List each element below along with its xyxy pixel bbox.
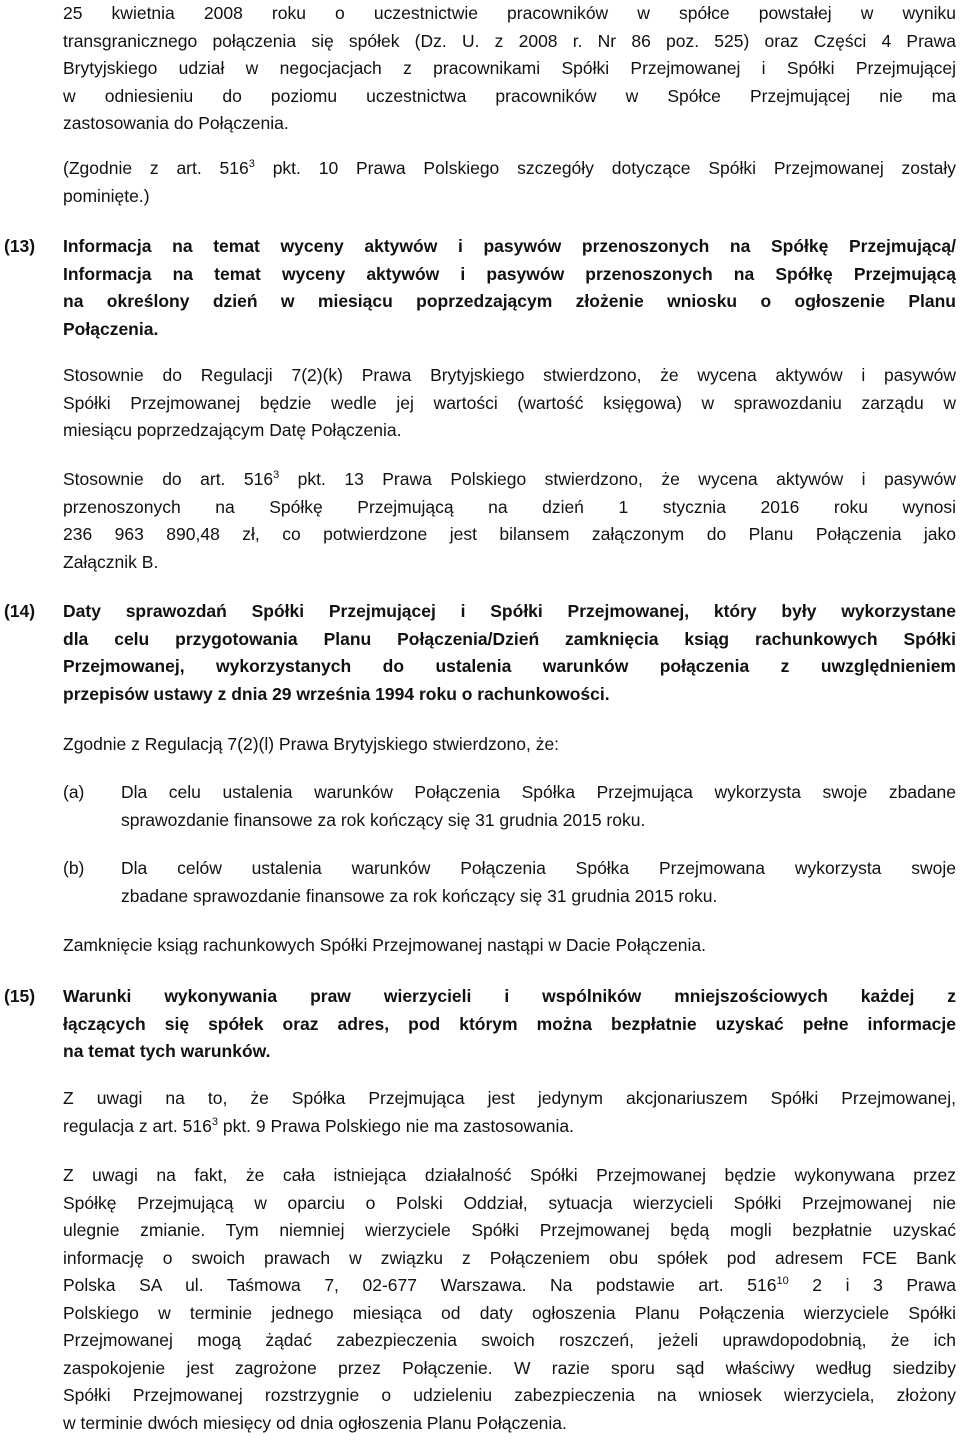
superscript: 3 [248, 158, 255, 171]
text-span: 2 i 3 Prawa [788, 1275, 956, 1295]
heading-line: Informacja na temat wyceny aktywów i pasywów przenoszonych na Spółkę Przejmującą [63, 263, 956, 284]
paragraph [63, 932, 956, 960]
section-heading [63, 233, 956, 343]
heading-line: Daty sprawozdań Spółki Przejmującej i Spółki Przejmowanej, który były wykorzystane [63, 601, 956, 621]
paragraph [63, 731, 956, 759]
text-line: sprawozdanie finansowe za rok kończący się 31 grudnia 2015 roku. [121, 809, 646, 830]
text-line: Stosownie do Regulacji 7(2)(k) Prawa Brytyjskiego stwierdzono, że wycena aktywów i pasywów [63, 365, 956, 385]
heading-line: na określony dzień w miesiącu poprzedzającym złożenie wniosku o ogłoszenie Planu [63, 291, 956, 311]
text-line: Załącznik B. [63, 551, 159, 572]
text-line: w odniesieniu do poziomu uczestnictwa pracowników w Spółce Przejmującej nie ma [63, 85, 956, 106]
text-line: Z uwagi na to, że Spółka Przejmująca jest jedynym akcjonariuszem Spółki Przejmowanej, [63, 1088, 956, 1108]
text-line: 236 963 890,48 zł, co potwierdzone jest bilansem załączonym do Planu Połączenia jako [63, 524, 956, 544]
note-text: pkt. 10 Prawa Polskiego szczegóły dotyczące Spółki Przejmowanej zostały [254, 158, 957, 178]
superscript: 3 [211, 1115, 218, 1128]
text-span: pkt. 9 Prawa Polskiego nie ma zastosowania. [217, 1115, 574, 1136]
text-line: zbadane sprawozdanie finansowe za rok kończący się 31 grudnia 2015 roku. [121, 885, 718, 906]
paragraph [63, 466, 956, 576]
text-line: miesiącu poprzedzającym Datę Połączenia. [63, 420, 402, 440]
text-line: Polskiego w terminie jednego miesiąca od daty ogłoszenia Planu Połączenia wierzyciele Spółki [63, 1302, 956, 1323]
superscript: 3 [273, 469, 280, 482]
section-heading [63, 983, 956, 1066]
paragraph [63, 1162, 956, 1437]
note-text: (Zgodnie z art. 516 [63, 158, 249, 178]
text-line: zastosowania do Połączenia. [63, 113, 289, 133]
section-number: (15) [4, 986, 36, 1006]
text-line: transgranicznego połączenia się spółek (Dz. U. z 2008 r. Nr 86 poz. 525) oraz Części 4 Prawa [63, 30, 956, 51]
text-line: Zgodnie z Regulacją 7(2)(l) Prawa Brytyjskiego stwierdzono, że: [63, 734, 560, 754]
paragraph [63, 1085, 956, 1140]
text-span: Polska SA ul. Taśmowa 7, 02-677 Warszawa. Na podstawie art. 516 [63, 1275, 777, 1295]
list-item [121, 855, 956, 910]
text-line: zaspokojenie jest zagrożone przez Połączenie. W razie sporu sąd właściwy według siedziby [63, 1357, 956, 1378]
section-number: (14) [4, 601, 36, 621]
intro-paragraph [63, 0, 956, 138]
text-line: 25 kwietnia 2008 roku o uczestnictwie pracowników w spółce powstałej w wyniku [63, 3, 956, 23]
text-span: regulacja z art. 516 [63, 1115, 212, 1136]
text-line: Dla celów ustalenia warunków Połączenia Spółka Przejmowana wykorzysta swoje [121, 858, 956, 878]
heading-line: na temat tych warunków. [63, 1041, 271, 1061]
text-line: przenoszonych na Spółkę Przejmującą na dzień 1 stycznia 2016 roku wynosi [63, 496, 956, 517]
list-item-label: (b) [63, 858, 85, 878]
heading-line: Warunki wykonywania praw wierzycieli i wspólników mniejszościowych każdej z [63, 986, 956, 1006]
heading-line: łączących się spółek oraz adres, pod którym można bezpłatnie uzyskać pełne informacje [63, 1013, 956, 1034]
text-line: Dla celu ustalenia warunków Połączenia Spółka Przejmująca wykorzysta swoje zbadane [121, 782, 956, 802]
text-line: ulegnie zmianie. Tym niemniej wierzyciele Spółki Przejmowanej będą mogli bezpłatnie uzyskać [63, 1220, 956, 1240]
heading-line: Przejmowanej, wykorzystanych do ustalenia warunków połączenia z uwzględnieniem [63, 656, 956, 676]
text-line: Przejmowanej mogą żądać zabezpieczenia swoich roszczeń, jeżeli uprawdopodobnią, że ich [63, 1330, 956, 1350]
text-line: Zamknięcie ksiąg rachunkowych Spółki Przejmowanej nastąpi w Dacie Połączenia. [63, 935, 706, 955]
intro-note [63, 155, 956, 210]
text-line: Brytyjskiego udział w negocjacjach z pracownikami Spółki Przejmowanej i Spółki Przejmującej [63, 58, 956, 78]
text-span: Stosownie do art. 516 [63, 469, 274, 489]
superscript: 10 [776, 1275, 789, 1288]
text-line: Spółki Przejmowanej będzie wedle jej wartości (wartość księgowa) w sprawozdaniu zarządu w [63, 392, 956, 413]
text-line: Spółki Przejmowanej rozstrzygnie o udzieleniu zabezpieczenia na wniosek wierzyciela, złożony [63, 1385, 956, 1405]
text-line: informację o swoich prawach w związku z Połączeniem obu spółek pod adresem FCE Bank [63, 1247, 956, 1268]
text-line: Z uwagi na fakt, że cała istniejąca działalność Spółki Przejmowanej będzie wykonywana przez [63, 1165, 956, 1185]
section-number: (13) [4, 236, 36, 256]
heading-line: przepisów ustawy z dnia 29 września 1994 roku o rachunkowości. [63, 683, 610, 704]
list-item-label: (a) [63, 782, 85, 802]
section-heading [63, 598, 956, 708]
text-line: Spółkę Przejmującą w oparciu o Polski Oddział, sytuacja wierzycieli Spółki Przejmowanej nie [63, 1192, 956, 1213]
text-span: pkt. 13 Prawa Polskiego stwierdzono, że wycena aktywów i pasywów [279, 469, 956, 489]
heading-line: dla celu przygotowania Planu Połączenia/Dzień zamknięcia ksiąg rachunkowych Spółki [63, 628, 956, 649]
text-line: pominięte.) [63, 185, 150, 206]
list-item [121, 779, 956, 834]
heading-line: Połączenia. [63, 318, 159, 339]
paragraph [63, 362, 956, 445]
text-line: w terminie dwóch miesięcy od dnia ogłoszenia Planu Połączenia. [63, 1412, 567, 1433]
heading-line: Informacja na temat wyceny aktywów i pasywów przenoszonych na Spółkę Przejmującą/ [63, 236, 956, 256]
